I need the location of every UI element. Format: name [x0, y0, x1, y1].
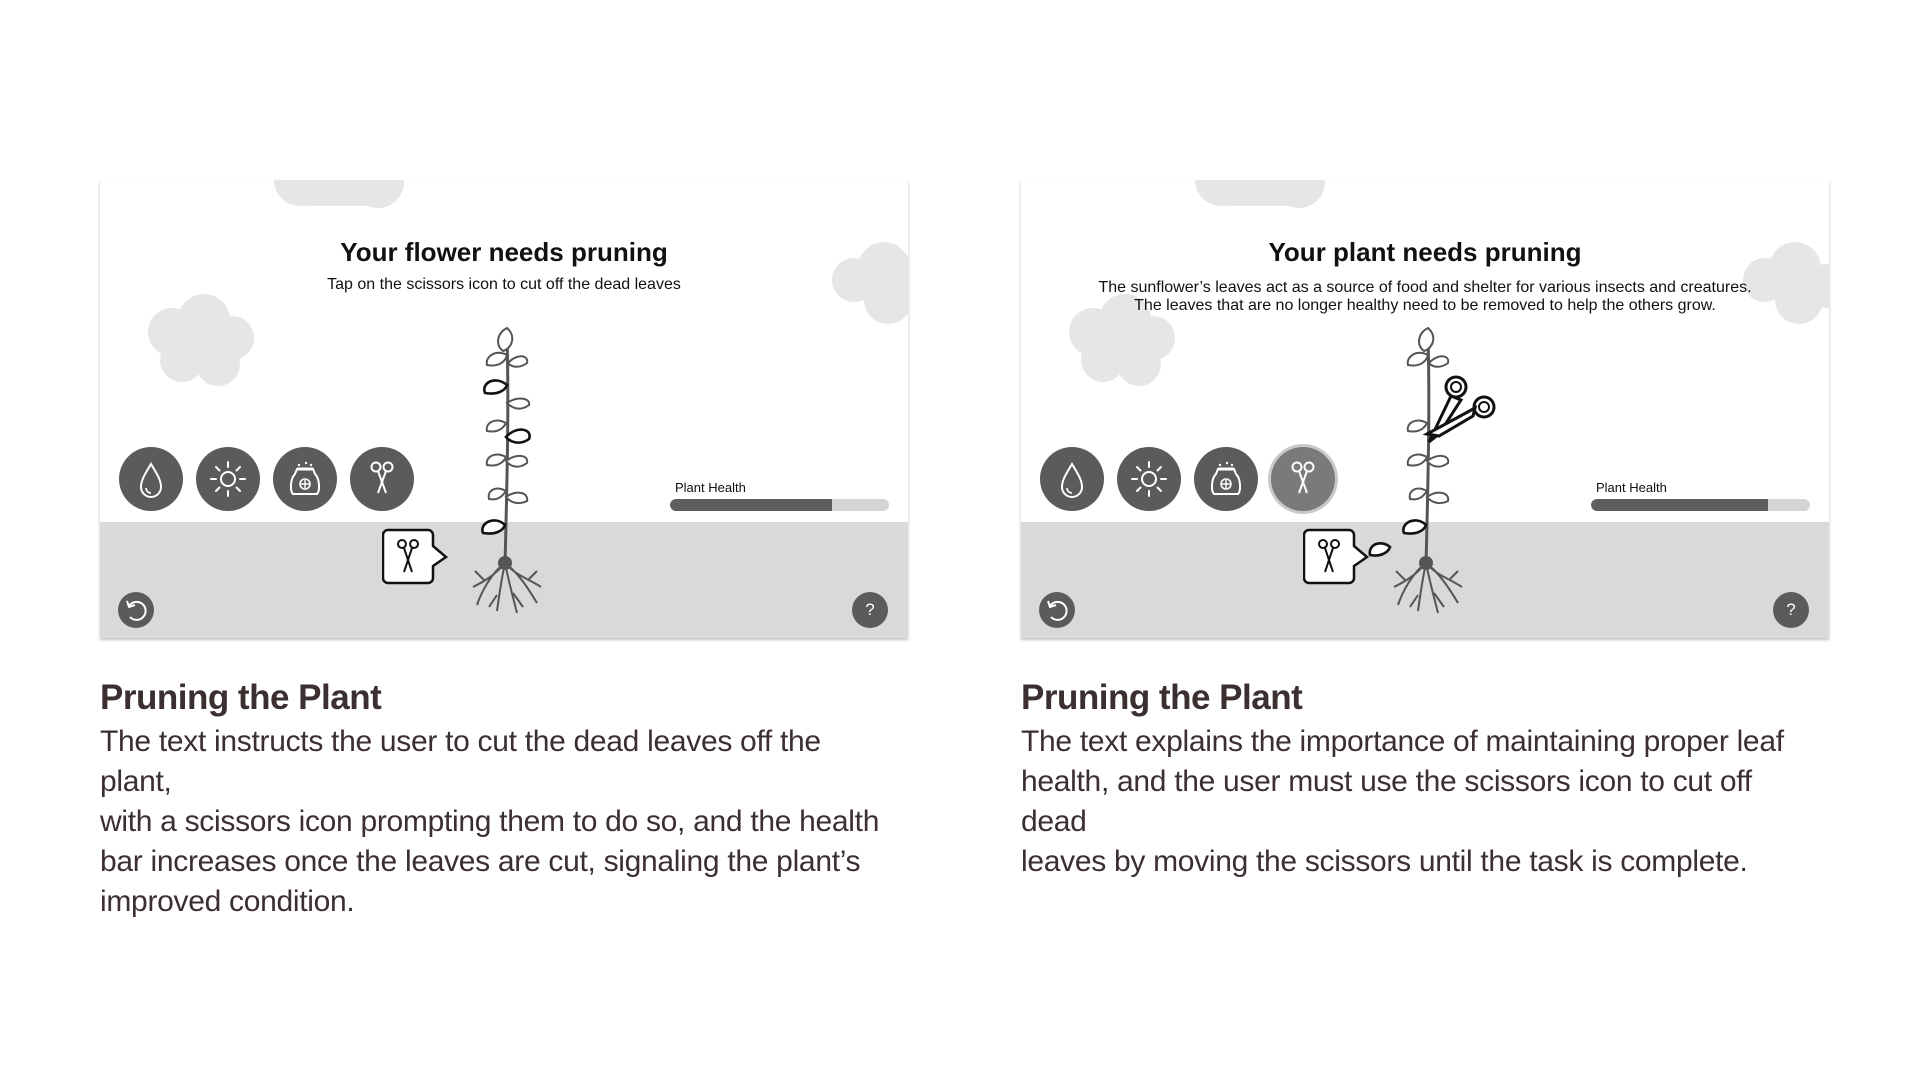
sun-icon — [1117, 447, 1181, 511]
plant — [445, 325, 585, 638]
plant-health-bar — [670, 499, 889, 511]
instruction-text: Tap on the scissors icon to cut off the dead leaves — [327, 276, 681, 293]
caption-body — [100, 722, 900, 922]
explanation-line: The leaves that are no longer healthy need to be removed to help the others grow. — [1134, 297, 1716, 314]
page-title: Your plant needs pruning — [1268, 237, 1582, 267]
scissors-icon — [1271, 447, 1335, 511]
cloud-icon — [138, 290, 268, 400]
page-title: Your flower needs pruning — [340, 237, 668, 267]
sun-icon — [196, 447, 260, 511]
cursor-scissors-icon[interactable] — [1409, 370, 1509, 460]
water-drop-icon — [1040, 447, 1104, 511]
undo-button[interactable] — [118, 592, 154, 628]
caption-line: improved condition. — [100, 885, 355, 918]
water-button[interactable] — [119, 447, 183, 511]
fertilizer-button[interactable] — [273, 447, 337, 511]
caption-title: Pruning the Plant — [100, 678, 382, 717]
pruning-button[interactable] — [1271, 447, 1335, 511]
cloud-icon — [1191, 180, 1331, 220]
scissors-hint-bubble[interactable] — [382, 528, 454, 586]
scissors-icon — [350, 447, 414, 511]
water-button[interactable] — [1040, 447, 1104, 511]
caption-line: The text instructs the user to cut the dead leaves off the plant, — [100, 725, 821, 798]
caption-line: health, and the user must use the scissors icon to cut off dead — [1021, 765, 1752, 838]
plant-health-fill — [1591, 499, 1768, 511]
plant-health-bar — [1591, 499, 1810, 511]
caption-line: with a scissors icon prompting them to do so, and the health — [100, 805, 880, 838]
fertilizer-button[interactable] — [1194, 447, 1258, 511]
caption-line: The text explains the importance of maintaining proper leaf — [1021, 725, 1784, 758]
sunlight-button[interactable] — [1117, 447, 1181, 511]
pruning-button[interactable] — [350, 447, 414, 511]
caption-title: Pruning the Plant — [1021, 678, 1303, 717]
help-button[interactable]: ? — [1773, 592, 1809, 628]
scissors-hint-bubble[interactable] — [1303, 528, 1375, 586]
cloud-icon — [270, 180, 410, 220]
caption-line: leaves by moving the scissors until the task is complete. — [1021, 845, 1748, 878]
fertilizer-bag-icon — [273, 447, 337, 511]
sunlight-button[interactable] — [196, 447, 260, 511]
explanation-line: The sunflower’s leaves act as a source of food and shelter for various insects and creatures. — [1098, 279, 1752, 296]
undo-icon — [1039, 592, 1075, 628]
undo-icon — [118, 592, 154, 628]
water-drop-icon — [119, 447, 183, 511]
plant-health-label: Plant Health — [675, 480, 746, 495]
explanation-text — [1021, 279, 1829, 315]
fertilizer-bag-icon — [1194, 447, 1258, 511]
caption-line: bar increases once the leaves are cut, signaling the plant’s — [100, 845, 861, 878]
caption-body — [1021, 722, 1821, 882]
help-button[interactable]: ? — [852, 592, 888, 628]
game-screen-2 — [1021, 180, 1829, 638]
game-screen-1 — [100, 180, 908, 638]
undo-button[interactable] — [1039, 592, 1075, 628]
plant-health-fill — [670, 499, 832, 511]
plant-health-label: Plant Health — [1596, 480, 1667, 495]
